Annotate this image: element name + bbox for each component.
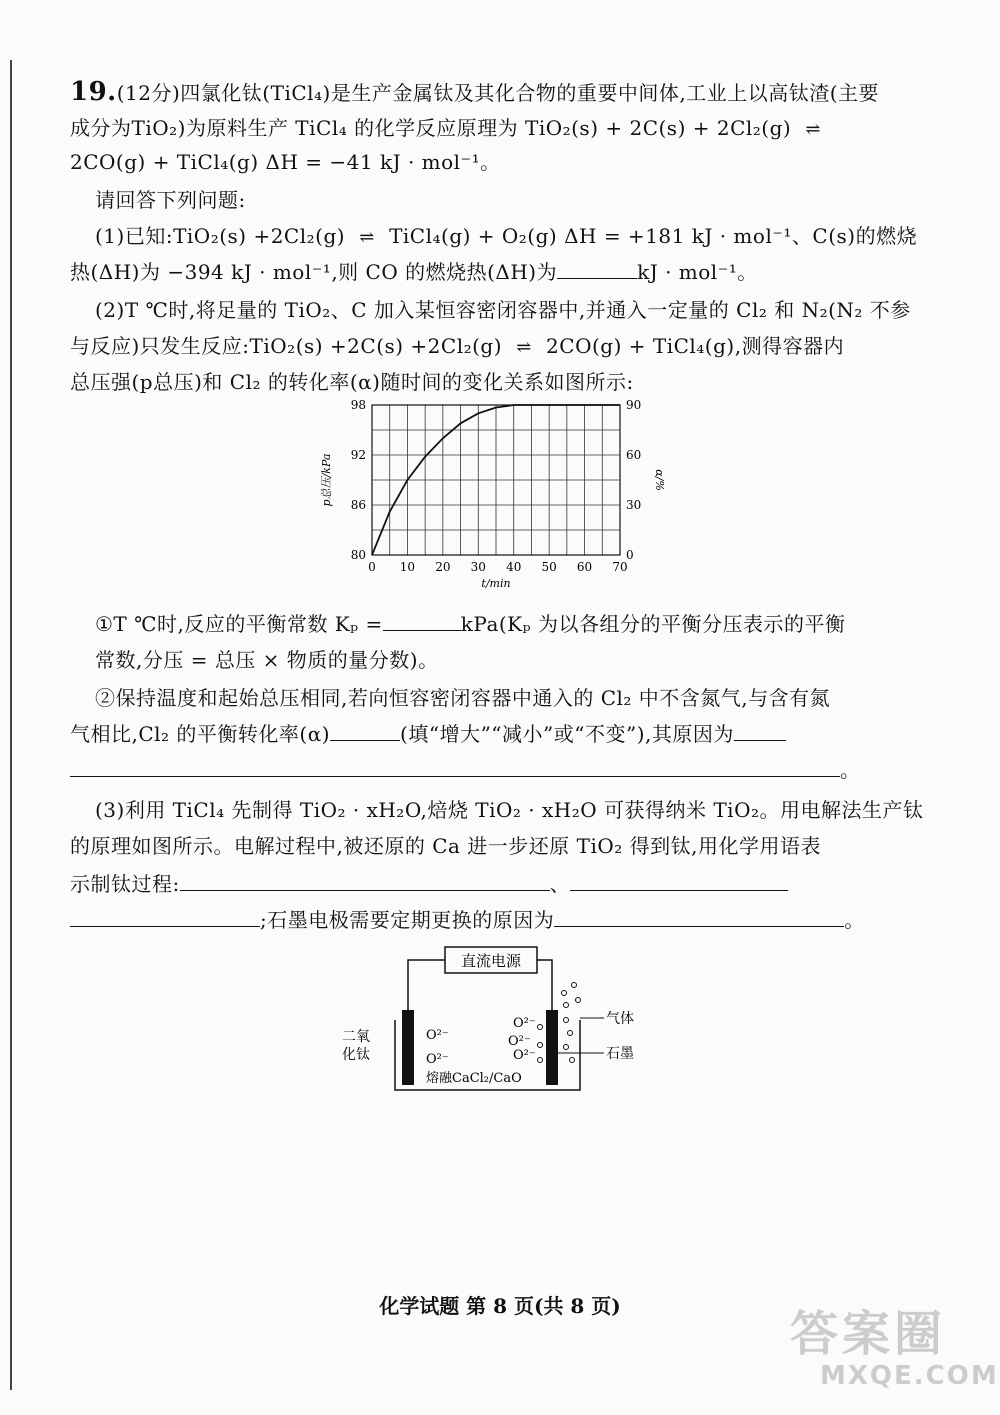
pressure-conversion-chart <box>310 395 690 605</box>
graphite-anode <box>546 1010 558 1085</box>
equilibrium-arrow-icon: ⇌ <box>359 227 375 248</box>
answer-blank-conversion[interactable] <box>330 720 400 741</box>
part2-sub1-text-a: ①T ℃时,反应的平衡常数 Kₚ = <box>95 612 383 636</box>
part3-line-2: 的原理如图所示。电解过程中,被还原的 Ca 进一步还原 TiO₂ 得到钛,用化学用语表 <box>70 834 822 858</box>
part2-sub1-line-2: 常数,分压 = 总压 × 物质的量分数)。 <box>95 648 439 672</box>
x-tick-label: 50 <box>541 560 557 574</box>
watermark-url: MXQE.COM <box>820 1361 999 1391</box>
part2-text-b: 2CO(g) + TiCl₄(g),测得容器内 <box>546 334 845 358</box>
part3-text-a: 示制钛过程: <box>70 872 180 896</box>
x-tick-label: 40 <box>506 560 522 574</box>
question-prompt: 请回答下列问题: <box>95 188 246 212</box>
y-right-tick-label: 90 <box>626 398 642 412</box>
x-tick-label: 20 <box>435 560 451 574</box>
electrolysis-cell-diagram <box>330 945 670 1095</box>
part2-sub2-line-1: ②保持温度和起始总压相同,若向恒容密闭容器中通入的 Cl₂ 中不含氮气,与含有氮 <box>95 686 831 710</box>
gas-label: 气体 <box>606 1011 634 1027</box>
answer-blank-reason-a[interactable] <box>734 720 786 741</box>
tio2-cathode <box>402 1010 414 1085</box>
part3-line-4 <box>70 906 865 934</box>
answer-blank-co-heat[interactable] <box>557 258 637 279</box>
end-mark: 。 <box>844 908 865 932</box>
part2-sub2-line-3 <box>70 756 861 784</box>
y-right-axis-label: α/% <box>653 469 666 491</box>
answer-blank-process-c[interactable] <box>70 906 260 927</box>
margin-line <box>10 60 12 1390</box>
end-mark: 。 <box>840 758 861 782</box>
question-intro-line-2 <box>70 114 835 144</box>
question-intro-line-1 <box>70 78 879 107</box>
oxide-ion-label: O²⁻ <box>513 1016 536 1031</box>
part2-line-1: (2)T ℃时,将足量的 TiO₂、C 加入某恒容密闭容器中,并通入一定量的 Cl₂ 和 N₂(N₂ 不参 <box>95 298 911 322</box>
equilibrium-arrow-icon: ⇌ <box>805 119 821 140</box>
y-left-axis-label: p总压/kPa <box>320 453 333 507</box>
answer-blank-kp[interactable] <box>383 610 461 631</box>
part1-text-b: TiCl₄(g) + O₂(g) ΔH = +181 kJ · mol⁻¹、C(s)的燃烧 <box>389 224 918 248</box>
answer-blank-process-b[interactable] <box>570 870 788 891</box>
graphite-label: 石墨 <box>606 1046 634 1062</box>
gas-bubbles <box>538 983 581 1063</box>
part3-text-b: 、 <box>549 872 571 896</box>
part2-line-3: 总压强(p总压)和 Cl₂ 的转化率(α)随时间的变化关系如图所示: <box>70 370 634 394</box>
part1-text-c: 热(ΔH)为 −394 kJ · mol⁻¹,则 CO 的燃烧热(ΔH)为 <box>70 260 558 284</box>
cathode-label-1: 二氧 <box>342 1029 370 1045</box>
oxide-ion-label: O²⁻ <box>426 1052 449 1067</box>
wire-right <box>537 960 552 1010</box>
cathode-label-2: 化钛 <box>342 1047 370 1063</box>
y-left-tick-label: 80 <box>350 548 366 562</box>
question-intro-2: 成分为TiO₂)为原料生产 TiCl₄ 的化学反应原理为 TiO₂(s) + 2C(s) + 2Cl₂(g) <box>70 116 792 140</box>
x-tick-label: 10 <box>399 560 416 574</box>
part2-line-2 <box>70 332 844 362</box>
wire-left <box>408 960 445 1010</box>
part2-sub1-line-1 <box>95 610 845 638</box>
electrolyte-label: 熔融CaCl₂/CaO <box>426 1071 522 1086</box>
question-intro-3: 2CO(g) + TiCl₄(g) ΔH = −41 kJ · mol⁻¹。 <box>70 150 501 174</box>
y-left-tick-label: 98 <box>350 398 366 412</box>
question-score: (12分) <box>116 81 181 105</box>
x-tick-label: 60 <box>576 560 593 574</box>
part2-sub1-text-b: kPa(Kₚ 为以各组分的平衡分压表示的平衡 <box>460 612 846 636</box>
part2-sub2-line-2 <box>70 720 786 748</box>
answer-blank-process-a[interactable] <box>180 870 550 891</box>
part2-text-a: 与反应)只发生反应:TiO₂(s) +2C(s) +2Cl₂(g) <box>70 334 503 358</box>
part3-text-c: ;石墨电极需要定期更换的原因为 <box>260 908 555 932</box>
watermark-logo: 答案圈 <box>790 1306 947 1362</box>
y-right-tick-label: 30 <box>626 498 642 512</box>
x-axis-label: t/min <box>481 577 511 590</box>
x-tick-label: 70 <box>612 560 628 574</box>
oxide-ion-label: O²⁻ <box>508 1034 531 1049</box>
part1-text-a: (1)已知:TiO₂(s) +2Cl₂(g) <box>95 224 346 248</box>
oxide-ion-label: O²⁻ <box>426 1028 449 1043</box>
y-right-tick-label: 0 <box>626 548 634 562</box>
y-right-tick-label: 60 <box>626 448 642 462</box>
answer-blank-reason-b[interactable] <box>70 756 840 777</box>
site-watermark <box>790 1295 999 1405</box>
oxide-ion-label: O²⁻ <box>513 1048 536 1063</box>
part3-line-3 <box>70 870 788 898</box>
answer-blank-graphite[interactable] <box>554 906 844 927</box>
part1-line-2 <box>70 258 758 286</box>
x-tick-label: 0 <box>368 560 376 574</box>
part1-text-d: kJ · mol⁻¹。 <box>637 260 758 284</box>
power-supply-label: 直流电源 <box>460 952 522 970</box>
x-tick-label: 30 <box>470 560 486 574</box>
question-number: 19. <box>70 77 117 107</box>
part1-line-1 <box>95 222 917 252</box>
part3-line-1: (3)利用 TiCl₄ 先制得 TiO₂ · xH₂O,焙烧 TiO₂ · xH₂O 可获得纳米 TiO₂。用电解法生产钛 <box>95 798 924 822</box>
part2-sub2-text-b: 气相比,Cl₂ 的平衡转化率(α) <box>70 722 331 746</box>
equilibrium-arrow-icon: ⇌ <box>516 337 532 358</box>
page-footer: 化学试题 第 8 页(共 8 页) <box>379 1294 621 1318</box>
y-left-tick-label: 86 <box>350 498 366 512</box>
y-left-tick-label: 92 <box>350 448 366 462</box>
part2-sub2-text-c: (填“增大”“减小”或“不变”),其原因为 <box>400 722 734 746</box>
question-intro-1: 四氯化钛(TiCl₄)是生产金属钛及其化合物的重要中间体,工业上以高钛渣(主要 <box>180 81 880 105</box>
